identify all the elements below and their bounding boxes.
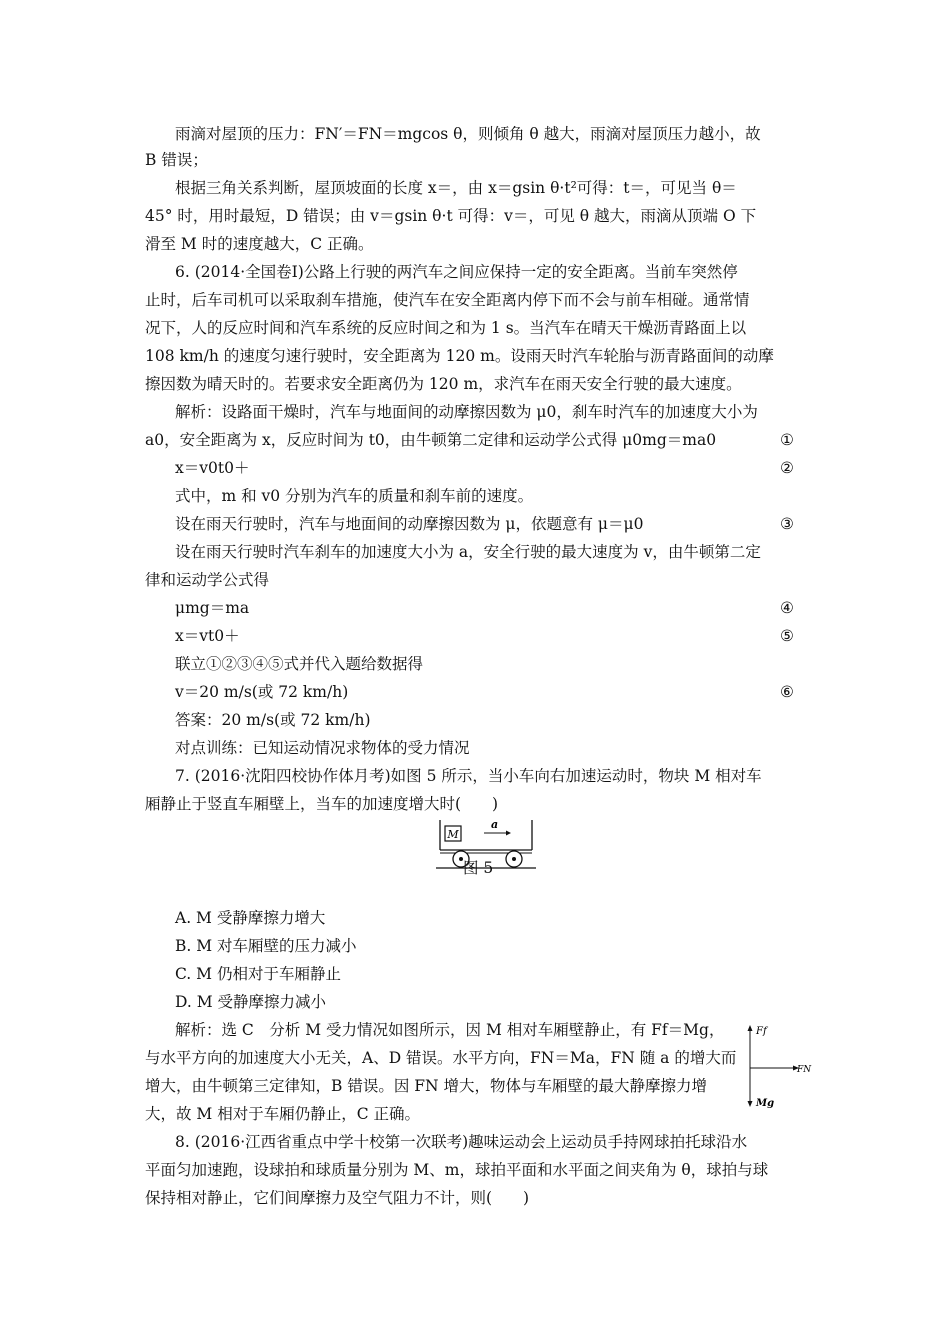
equation: v＝20 m/s(或 72 km/h) bbox=[175, 683, 349, 701]
force-ff-label: Ff bbox=[756, 1026, 767, 1037]
equation-number: ① bbox=[780, 431, 794, 449]
force-fn-label: FN bbox=[797, 1065, 812, 1075]
equation: x＝vt0＋ bbox=[175, 627, 240, 645]
text-line: 根据三角关系判断，屋顶坡面的长度 x＝，由 x＝gsin θ·t²可得：t＝，可见当 θ＝ bbox=[175, 179, 737, 197]
question-6: 6. (2014·全国卷Ⅰ)公路上行驶的两汽车之间应保持一定的安全距离。当前车突然停 bbox=[175, 263, 738, 281]
answer-line: 答案：20 m/s(或 72 km/h) bbox=[175, 711, 371, 729]
solution-line: 解析：选 C 分析 M 受力情况如图所示，因 M 相对车厢壁静止，有 Ff＝Mg， bbox=[175, 1021, 725, 1039]
force-diagram bbox=[742, 1022, 812, 1114]
equation: x＝v0t0＋ bbox=[175, 459, 250, 477]
question-8: 8. (2016·江西省重点中学十校第一次联考)趣味运动会上运动员手持网球拍托球沿水 bbox=[175, 1133, 748, 1151]
text-line: a0，安全距离为 x，反应时间为 t0，由牛顿第二定律和运动学公式得 μ0mg＝ma0 bbox=[145, 431, 717, 449]
equation-number: ② bbox=[780, 459, 794, 477]
text-line: 擦因数为晴天时的。若要求安全距离仍为 120 m，求汽车在雨天安全行驶的最大速度。 bbox=[145, 375, 742, 393]
equation-number: ⑥ bbox=[780, 683, 794, 701]
text-line: 律和运动学公式得 bbox=[145, 571, 270, 589]
text-line: 雨滴对屋顶的压力：FN′＝FN＝mgcos θ，则倾角 θ 越大，雨滴对屋顶压力越小，故 bbox=[175, 125, 761, 143]
arrow-down-icon bbox=[748, 1101, 753, 1107]
equation-number: ④ bbox=[780, 599, 794, 617]
text-line: 设在雨天行驶时，汽车与地面间的动摩擦因数为 μ，依题意有 μ＝μ0 bbox=[175, 515, 644, 533]
solution-line: 解析：设路面干燥时，汽车与地面间的动摩擦因数为 μ0，刹车时汽车的加速度大小为 bbox=[175, 403, 758, 421]
text-line: 108 km/h 的速度匀速行驶时，安全距离为 120 m。设雨天时汽车轮胎与沥青路面间的动摩 bbox=[145, 347, 774, 365]
option-d: D. M 受静摩擦力减小 bbox=[175, 993, 327, 1011]
figure-caption: 图 5 bbox=[463, 859, 494, 877]
equation-number: ③ bbox=[780, 515, 794, 533]
arrow-up-icon bbox=[748, 1025, 753, 1031]
section-heading: 对点训练：已知运动情况求物体的受力情况 bbox=[175, 739, 470, 757]
text-line: 式中，m 和 v0 分别为汽车的质量和刹车前的速度。 bbox=[175, 487, 534, 505]
text-line: B 错误； bbox=[145, 151, 208, 169]
force-mg-label: Mg bbox=[756, 1098, 775, 1109]
arrow-right-icon bbox=[506, 831, 511, 836]
text-line: 况下，人的反应时间和汽车系统的反应时间之和为 1 s。当汽车在晴天干燥沥青路面上以 bbox=[145, 319, 747, 337]
text-line: 滑至 M 时的速度越大，C 正确。 bbox=[145, 235, 374, 253]
question-7: 7. (2016·沈阳四校协作体月考)如图 5 所示，当小车向右加速运动时，物块 M 相对车 bbox=[175, 767, 762, 785]
text-line: 平面匀加速跑，设球拍和球质量分别为 M、m，球拍平面和水平面之间夹角为 θ，球拍与球 bbox=[145, 1161, 769, 1179]
text-line: 大，故 M 相对于车厢仍静止，C 正确。 bbox=[145, 1105, 421, 1123]
text-line: 联立①②③④⑤式并代入题给数据得 bbox=[175, 655, 424, 673]
option-b: B. M 对车厢壁的压力减小 bbox=[175, 937, 357, 955]
block-label: M bbox=[447, 828, 459, 841]
text-line: 止时，后车司机可以采取刹车措施，使汽车在安全距离内停下而不会与前车相碰。通常情 bbox=[145, 291, 750, 309]
text-line: 45° 时，用时最短，D 错误；由 v＝gsin θ·t 可得：v＝，可见 θ 越大，雨滴从顶端 O 下 bbox=[145, 207, 757, 225]
equation-number: ⑤ bbox=[780, 627, 794, 645]
text-line: 设在雨天行驶时汽车刹车的加速度大小为 a，安全行驶的最大速度为 v，由牛顿第二定 bbox=[175, 543, 761, 561]
text-line: 与水平方向的加速度大小无关，A、D 错误。水平方向，FN＝Ma，FN 随 a 的增大而 bbox=[145, 1049, 737, 1067]
text-line: 厢静止于竖直车厢壁上，当车的加速度增大时( ) bbox=[145, 795, 499, 813]
text-line: 保持相对静止，它们间摩擦力及空气阻力不计，则( ) bbox=[145, 1189, 530, 1207]
option-c: C. M 仍相对于车厢静止 bbox=[175, 965, 341, 983]
option-a: A. M 受静摩擦力增大 bbox=[175, 909, 326, 927]
accel-label: a bbox=[491, 818, 499, 831]
equation: μmg＝ma bbox=[175, 599, 250, 617]
text-line: 增大，由牛顿第三定律知，B 错误。因 FN 增大，物体与车厢壁的最大静摩擦力增 bbox=[145, 1077, 707, 1095]
